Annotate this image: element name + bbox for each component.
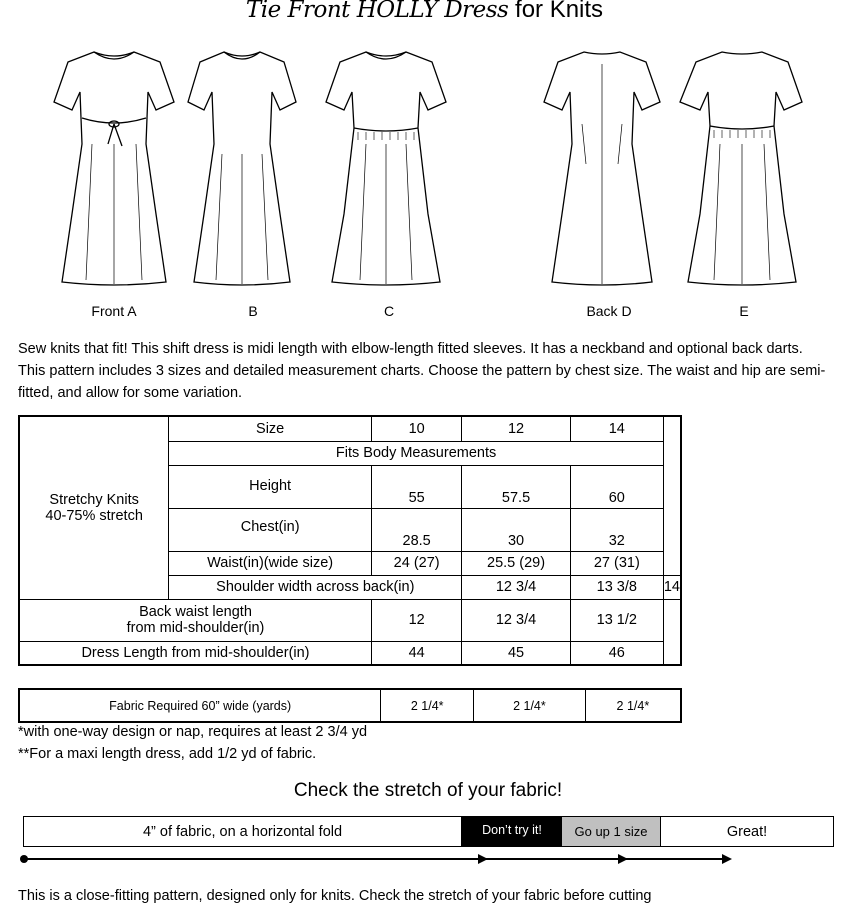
stretch-fabric-segment: 4” of fabric, on a horizontal fold (24, 817, 462, 846)
dress-e-illustration (676, 44, 806, 286)
size-cell: 10 (371, 416, 461, 441)
size-chart (18, 415, 682, 666)
fabric-required-cell: 2 1/4* (474, 689, 586, 722)
waist-cell: 24 (27) (371, 551, 461, 575)
waist-cell: 27 (31) (570, 551, 663, 575)
waist-cell: 25.5 (29) (462, 551, 570, 575)
dress-length-label: Dress Length from mid-shoulder(in) (19, 641, 371, 665)
height-label: Height (169, 465, 372, 508)
one-way-note: *with one-way design or nap, requires at least 2 3/4 yd (18, 724, 368, 740)
dress-b-illustration (186, 44, 298, 286)
label-back-d: Back D (586, 303, 632, 319)
stretch-guide-bar (23, 816, 834, 847)
shoulder-cell: 12 3/4 (462, 575, 570, 599)
title-plain: for Knits (508, 0, 604, 23)
fits-body-header: Fits Body Measurements (169, 441, 664, 465)
fabric-required-label: Fabric Required 60” wide (yards) (19, 689, 381, 722)
fabric-required-cell: 2 1/4* (585, 689, 681, 722)
back-waist-label (19, 599, 371, 641)
stretch-arrow (18, 851, 738, 872)
back-waist-line1: Back waist length (139, 604, 252, 620)
size-cell: 12 (462, 416, 570, 441)
dress-back-d-illustration (540, 44, 664, 286)
dress-front-a-illustration (52, 44, 176, 286)
size-cell: 14 (570, 416, 663, 441)
height-cell: 60 (570, 465, 663, 508)
intro-paragraph: Sew knits that fit! This shift dress is midi length with elbow-length fitted sleeves. It has a neckband and optional back darts. This pattern includes 3 sizes and detailed measurement charts. Choose the pattern by chest size. The waist and hip are semi-fitted, and allow for some variation. (18, 341, 826, 401)
fabric-type-line1: Stretchy Knits (49, 491, 139, 508)
dress-length-cell: 45 (462, 641, 570, 665)
shoulder-cell: 14 (663, 575, 681, 599)
chest-label: Chest(in) (169, 508, 372, 551)
shoulder-cell: 13 3/8 (570, 575, 663, 599)
waist-label: Waist(in)(wide size) (169, 551, 372, 575)
height-cell: 57.5 (462, 465, 570, 508)
dress-c-illustration (322, 44, 450, 286)
size-label: Size (169, 416, 372, 441)
chest-cell: 32 (570, 508, 663, 551)
label-e: E (739, 303, 749, 319)
chest-cell: 30 (462, 508, 570, 551)
stretch-title: Check the stretch of your fabric! (293, 780, 563, 801)
label-c: C (383, 303, 395, 319)
maxi-note: **For a maxi length dress, add 1/2 yd of fabric. (18, 746, 317, 762)
dress-length-cell: 46 (570, 641, 663, 665)
height-cell: 55 (371, 465, 461, 508)
back-waist-line2: from mid-shoulder(in) (126, 620, 265, 636)
label-b: B (248, 303, 258, 319)
fabric-required-table (18, 688, 682, 723)
fabric-type-cell (19, 416, 169, 599)
shoulder-label: Shoulder width across back(in) (169, 575, 462, 599)
stretch-go-up-segment: Go up 1 size (562, 817, 661, 846)
back-waist-cell: 12 3/4 (462, 599, 570, 641)
dress-length-cell: 44 (371, 641, 461, 665)
fabric-required-cell: 2 1/4* (381, 689, 474, 722)
chest-cell: 28.5 (371, 508, 461, 551)
stretch-dont-try-segment: Don’t try it! (462, 817, 562, 846)
fabric-type-line2: 40-75% stretch (45, 507, 143, 524)
stretch-great-segment: Great! (726, 823, 768, 840)
back-waist-cell: 13 1/2 (570, 599, 663, 641)
back-waist-cell: 12 (371, 599, 461, 641)
footer-note: This is a close-fitting pattern, designed only for knits. Check the stretch of your fabric before cutting (18, 888, 652, 904)
page-title (0, 0, 849, 26)
label-front-a: Front A (91, 303, 137, 319)
title-script: Tie Front HOLLY Dress (245, 0, 509, 23)
